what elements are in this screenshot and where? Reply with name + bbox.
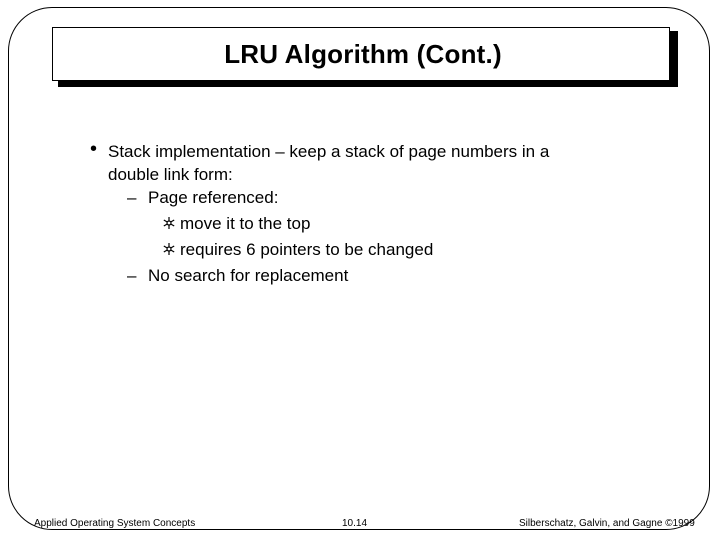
- bullet-icon: •: [90, 138, 98, 160]
- sub-item-no-search: No search for replacement: [148, 266, 349, 285]
- bullet-text-line-1: Stack implementation – keep a stack of page numbers in a: [108, 142, 550, 161]
- sub-item-page-referenced: Page referenced:: [148, 188, 279, 207]
- slide-title: LRU Algorithm (Cont.): [224, 38, 502, 69]
- sub-sub-item-move-top: move it to the top: [180, 214, 311, 233]
- dash-marker: –: [127, 188, 137, 207]
- footer-left: Applied Operating System Concepts: [34, 518, 196, 529]
- snowflake-icon: [162, 242, 176, 256]
- footer-page-number: 10.14: [342, 518, 368, 529]
- dash-marker: –: [127, 266, 137, 285]
- footer-right: Silberschatz, Galvin, and Gagne ©1999: [519, 518, 695, 529]
- bullet-text-line-2: double link form:: [108, 165, 233, 184]
- sub-sub-item-pointers: requires 6 pointers to be changed: [180, 240, 434, 259]
- snowflake-icon: [162, 216, 176, 230]
